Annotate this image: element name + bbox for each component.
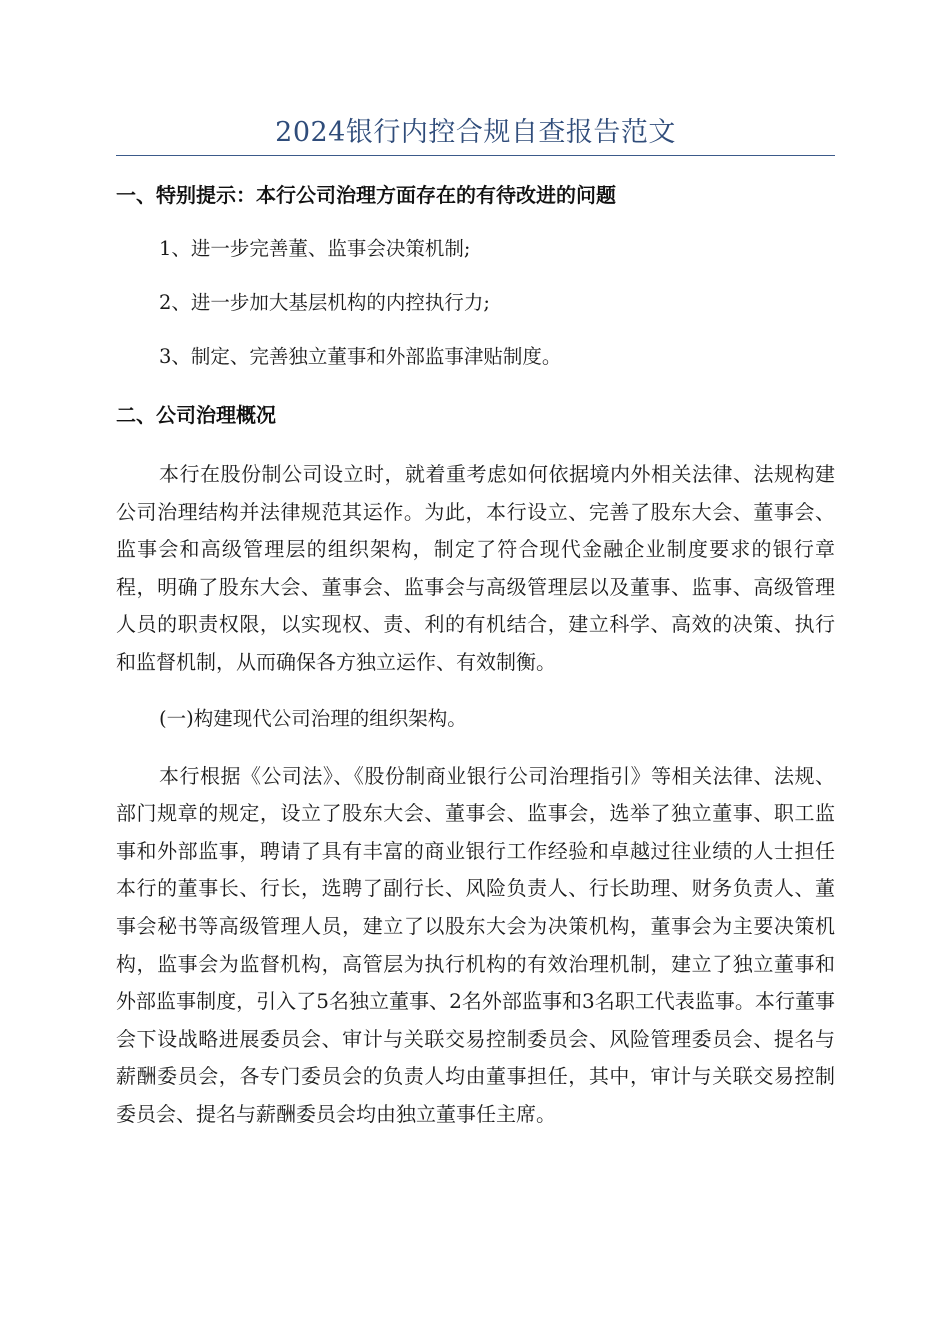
section-1-item-3: 3、制定、完善独立董事和外部监事津贴制度。 <box>159 345 562 368</box>
document-page <box>116 0 835 1134</box>
section-1-item-1: 1、进一步完善董、监事会决策机制; <box>159 237 471 260</box>
section-2-paragraph-1: 本行在股份制公司设立时，就着重考虑如何依据境内外相关法律、法规构建公司治理结构并法律规范其运作。为此，本行设立、完善了股东大会、董事会、监事会和高级管理层的组织架构，制定了符合现代金融企业制度要求的银行章程，明确了股东大会、董事会、监事会与高级管理层以及董事、监事、高级管理人员的职责权限，以实现权、责、利的有机结合，建立科学、高效的决策、执行和监督机制，从而确保各方独立运作、有效制衡。 <box>116 462 835 674</box>
document-title: 2024银行内控合规自查报告范文 <box>275 117 676 148</box>
section-1-heading: 一、特别提示：本行公司治理方面存在的有待改进的问题 <box>116 183 616 207</box>
section-1-item-2: 2、进一步加大基层机构的内控执行力; <box>159 291 490 314</box>
title-block <box>116 113 835 156</box>
section-2-paragraph-2: 本行根据《公司法》、《股份制商业银行公司治理指引》等相关法律、法规、部门规章的规定，设立了股东大会、董事会、监事会，选举了独立董事、职工监事和外部监事，聘请了具有丰富的商业银行工作经验和卓越过往业绩的人士担任本行的董事长、行长，选聘了副行长、风险负责人、行长助理、财务负责人、董事会秘书等高级管理人员，建立了以股东大会为决策机构，董事会为主要决策机构，监事会为监督机构，高管层为执行机构的有效治理机制，建立了独立董事和外部监事制度，引入了5名独立董事、2名外部监事和3名职工代表监事。本行董事会下设战略进展委员会、审计与关联交易控制委员会、风险管理委员会、提名与薪酬委员会，各专门委员会的负责人均由董事担任，其中，审计与关联交易控制委员会、提名与薪酬委员会均由独立董事任主席。 <box>116 763 835 1126</box>
section-2-subheading: (一)构建现代公司治理的组织架构。 <box>159 706 467 730</box>
section-2-heading: 二、公司治理概况 <box>116 403 276 427</box>
